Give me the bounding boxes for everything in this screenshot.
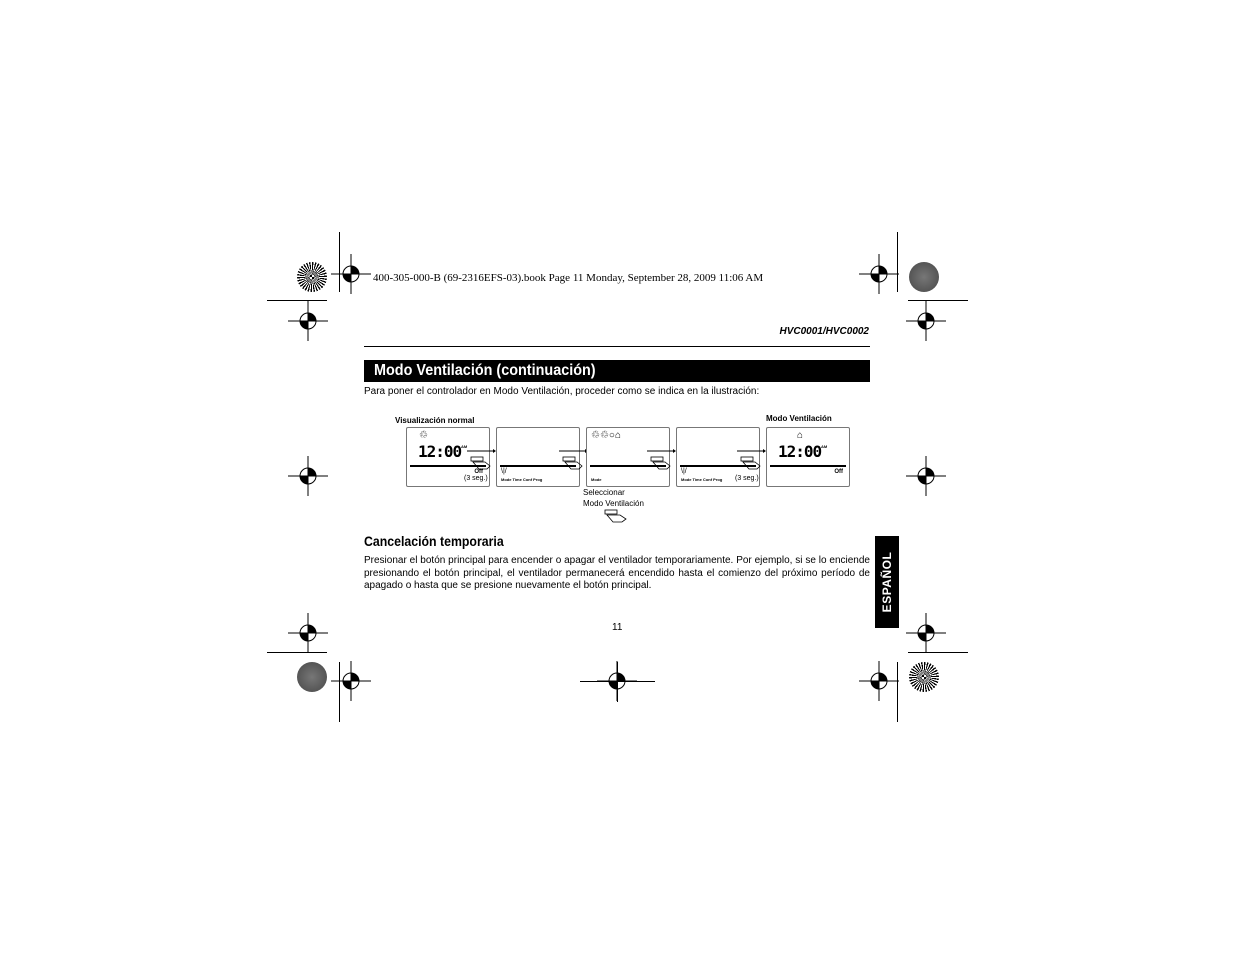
display-menu-labels: Mode [591,477,602,482]
subsection-title: Cancelación temporaria [364,533,504,549]
print-rosette-icon [297,662,327,692]
mode-icons: ♲♲○⌂ [591,430,622,441]
section-title: Modo Ventilación (continuación) [374,362,596,379]
hold-note-1: (3 seg.) [464,475,488,482]
hold-note-2: (3 seg.) [735,475,759,482]
select-line-2: Modo Ventilación [583,499,644,508]
display-divider [770,465,846,467]
print-rosette-icon [909,662,939,692]
label-normal-display: Visualización normal [395,416,475,425]
flame-icon: ♲ [419,430,428,441]
display-am: AM [461,444,468,449]
registration-mark-icon [906,456,946,496]
language-tab [875,536,899,628]
press-button-hand-icon [604,509,630,525]
registration-mark-icon [288,456,328,496]
registration-mark-icon [859,254,899,294]
print-rosette-icon [909,262,939,292]
display-off: Off [474,469,483,475]
registration-mark-icon [288,613,328,653]
press-button-hand-icon [646,449,676,479]
registration-mark-icon [288,301,328,341]
display-off: Off [834,469,843,475]
print-rosette-icon [297,262,327,292]
registration-mark-icon [331,254,371,294]
select-instruction [583,487,644,509]
display-time: 12:00 [418,442,462,461]
subsection-body: Presionar el botón principal para encender o apagar el ventilador temporariamente. Por ejemplo, si se lo enciende presionando el botón principal, el ventilador permanecerá encendido hasta el comienzo del próximo período de apagado o hasta que se presione nuevamente el botón principal. [364,555,870,592]
registration-mark-icon [906,613,946,653]
blink-icon: \|/ [681,468,687,475]
section-title-bar [364,360,870,382]
blink-icon: \|/ [501,468,507,475]
book-info-line: 400-305-000-B (69-2316EFS-03).book Page 11 Monday, September 28, 2009 11:06 AM [373,272,764,284]
label-vent-mode: Modo Ventilación [766,414,832,423]
model-number: HVC0001/HVC0002 [779,326,869,337]
display-menu-labels: Mode Time Conf Prog [501,477,543,482]
display-time: 12:00 [778,442,822,461]
vent-house-icon: ⌂ [797,430,804,441]
registration-mark-icon [859,661,899,701]
registration-mark-icon [906,301,946,341]
press-button-hand-icon [558,449,588,479]
display-am: AM [821,444,828,449]
registration-mark-icon [331,661,371,701]
page-number: 11 [612,622,623,633]
crop-line [617,662,618,702]
intro-text: Para poner el controlador en Modo Ventilación, proceder como se indica en la ilustración: [364,386,760,397]
select-line-1: Seleccionar [583,488,625,497]
header-rule [364,346,870,347]
thermostat-display-vent [766,427,850,487]
display-menu-labels: Mode Time Conf Prog [681,477,723,482]
language-tab-label: ESPAÑOL [880,551,894,613]
